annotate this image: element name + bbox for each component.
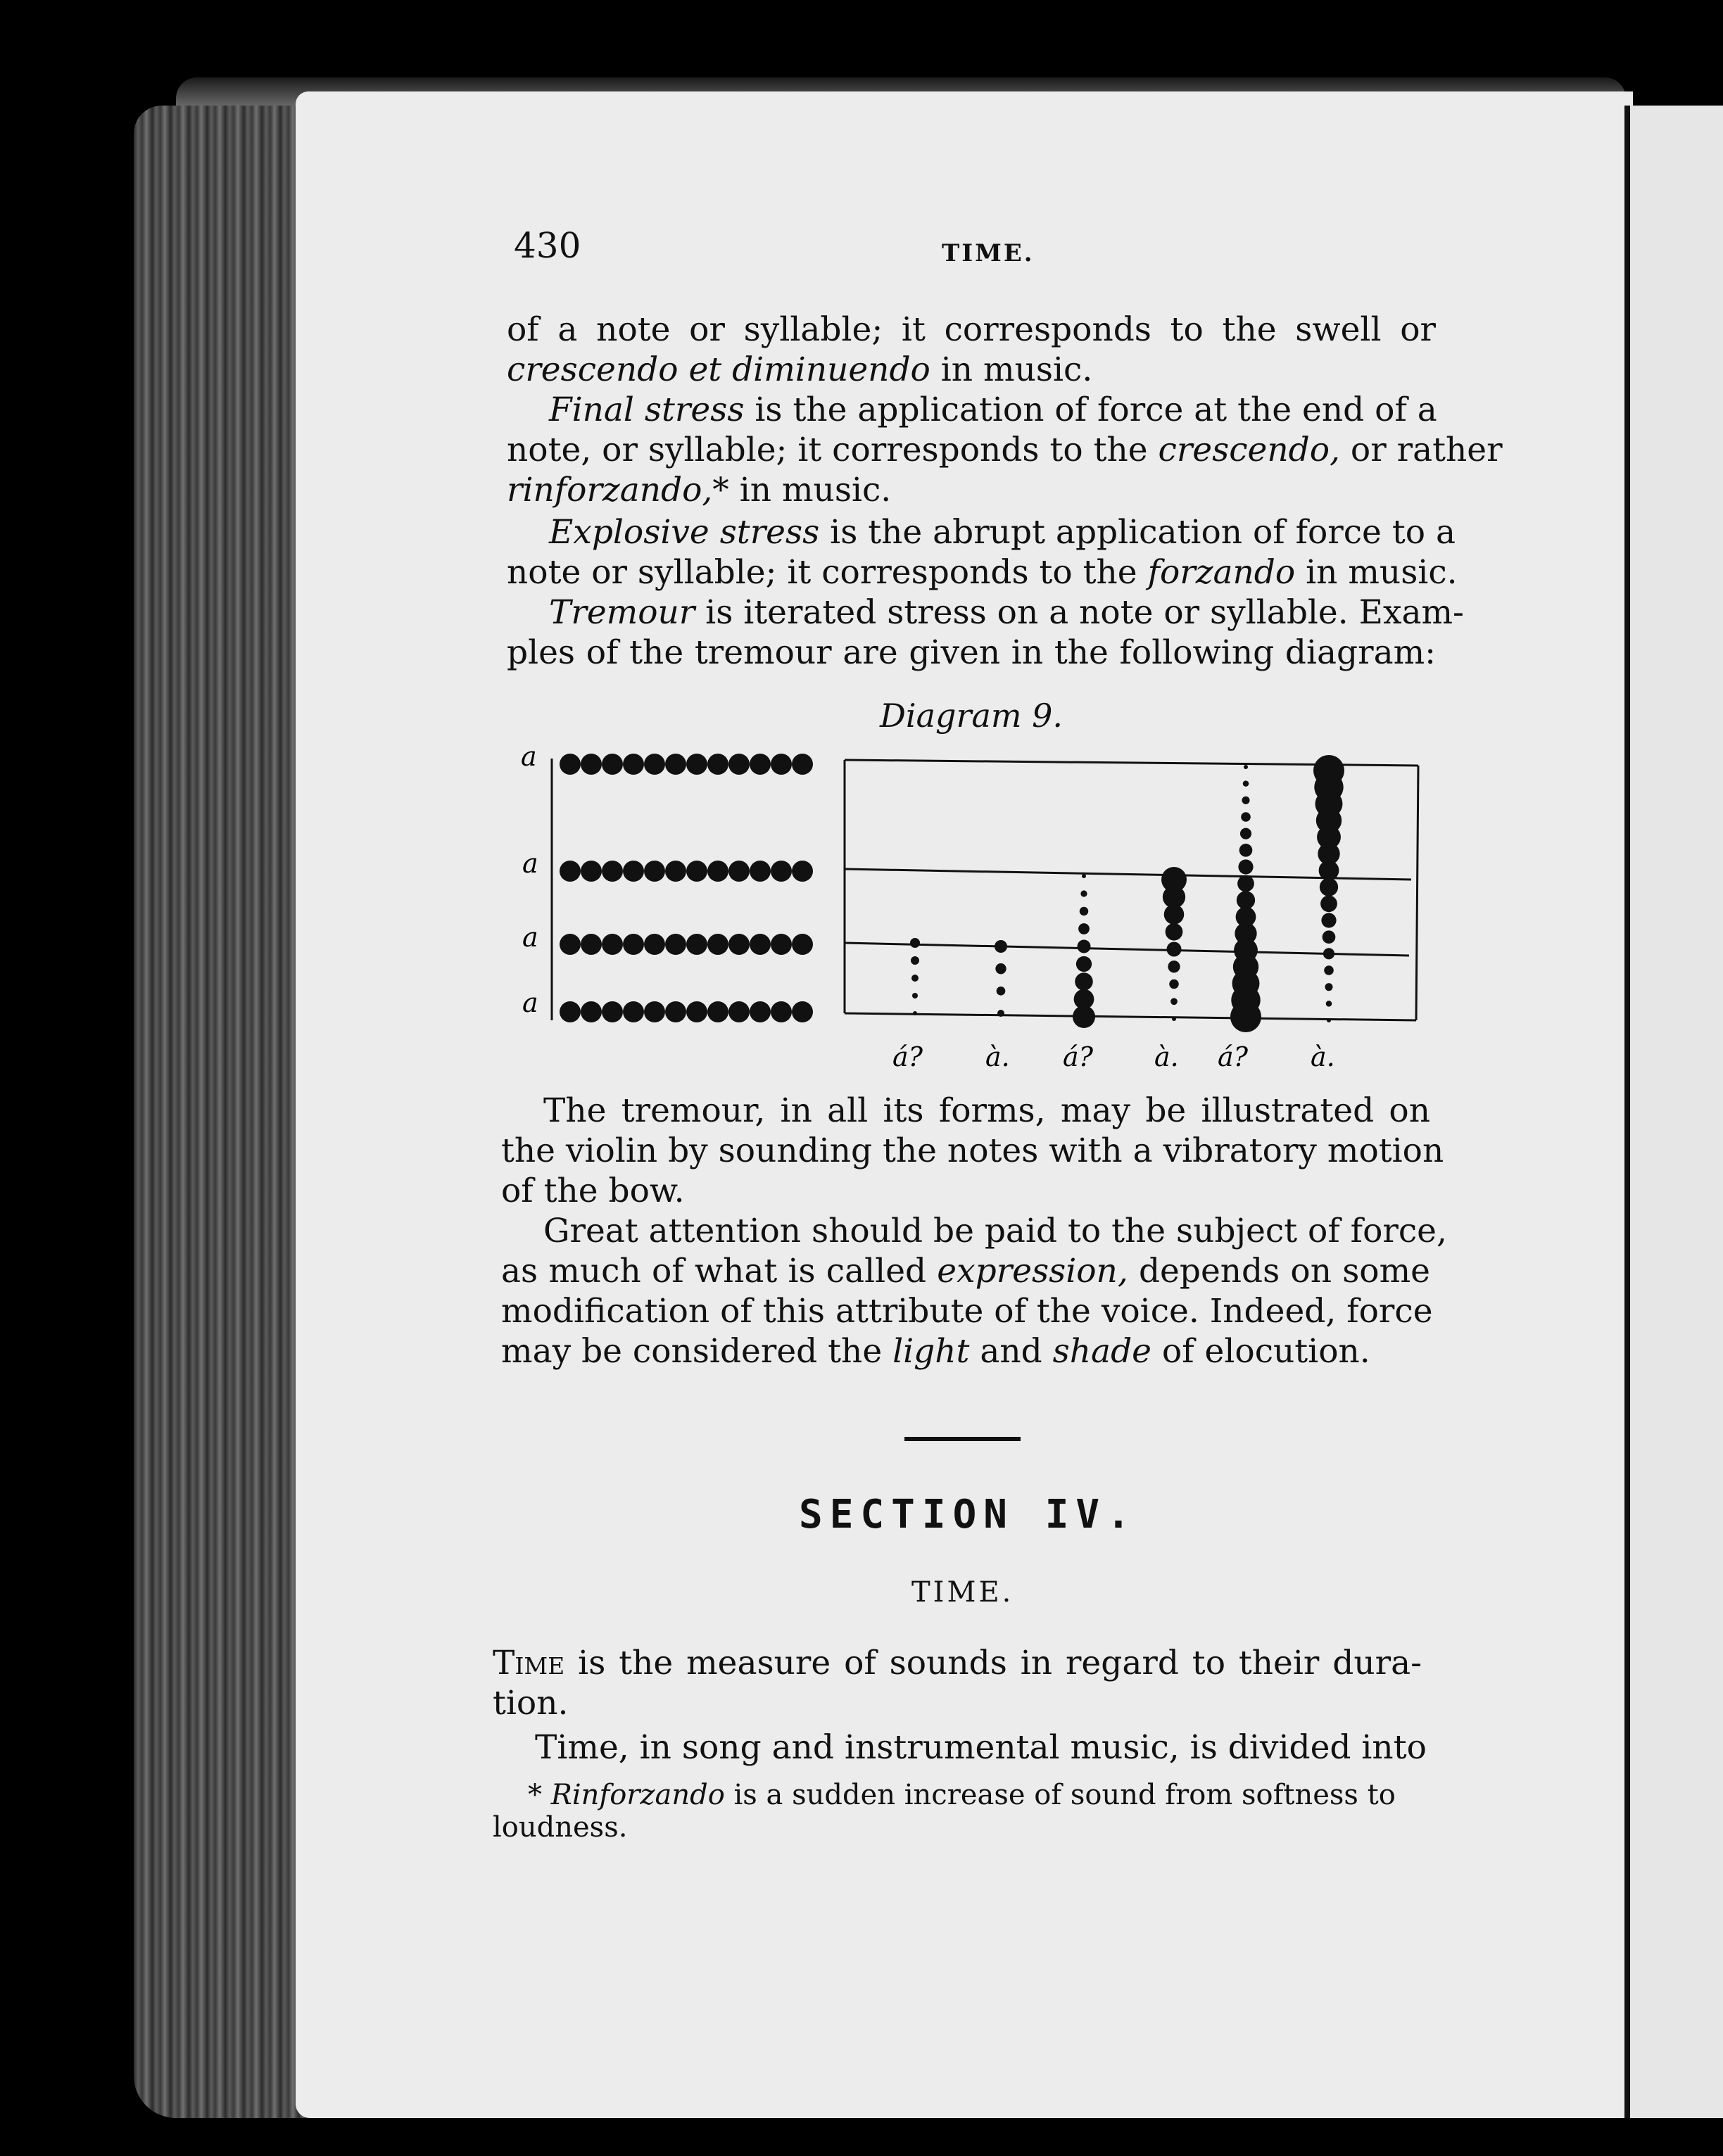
text-line: the violin by sounding the notes with a vibratory motion (501, 1131, 1444, 1170)
bead (665, 934, 686, 955)
bead (560, 1001, 581, 1022)
facing-page-edge (1626, 106, 1723, 2118)
text-line: modification of this attribute of the voice. Indeed, force (501, 1292, 1433, 1331)
text-run: note or syllable; it corresponds to the (507, 553, 1148, 592)
tremour-bead (1320, 895, 1337, 912)
text-line: of a note or syllable; it corresponds to the swell or (507, 310, 1436, 349)
tremour-bead (1166, 923, 1183, 941)
bead (623, 1001, 644, 1022)
italic-term: Explosive stress (549, 513, 820, 552)
column-label: á? (1063, 1041, 1094, 1070)
small-caps-term: Time (493, 1644, 565, 1682)
text-line (507, 552, 1458, 592)
tremour-bead (1325, 983, 1332, 991)
bead (707, 861, 728, 882)
text-line: ples of the tremour are given in the following diagram: (507, 633, 1436, 672)
bead (728, 861, 750, 882)
tremour-bead (1238, 859, 1253, 874)
bead (750, 754, 771, 775)
text-line (501, 1331, 1370, 1371)
book-page-edges (134, 106, 310, 2118)
tremour-bead (997, 1010, 1004, 1017)
text-line (507, 470, 891, 510)
tremour-bead (1239, 844, 1253, 857)
tremour-bead (1167, 942, 1182, 957)
bead (560, 861, 581, 882)
bead (581, 934, 602, 955)
bead (728, 934, 750, 955)
tremour-bead (995, 963, 1006, 974)
text-line (501, 1251, 1430, 1291)
bead (792, 861, 813, 882)
bead (771, 1001, 792, 1022)
bead (707, 754, 728, 775)
right-border (1416, 766, 1418, 1020)
page-number: 430 (514, 225, 581, 266)
column-label: à. (985, 1041, 1010, 1070)
bead (581, 861, 602, 882)
text-line (549, 592, 1464, 633)
diagram-title: Diagram 9. (880, 697, 1064, 735)
bead (750, 861, 771, 882)
text-line: Great attention should be paid to the subject of force, (543, 1212, 1447, 1250)
bead (771, 861, 792, 882)
italic-term: rinforzando,* (507, 471, 729, 509)
tremour-bead (910, 938, 920, 948)
bead (623, 861, 644, 882)
bead (728, 1001, 750, 1022)
text-run: of elocution. (1151, 1332, 1370, 1371)
bead (602, 934, 623, 955)
row-label: a (521, 741, 537, 772)
tremour-bead (1230, 1001, 1261, 1032)
italic-term: light (892, 1332, 970, 1371)
text-line: Time, in song and instrumental music, is divided into (535, 1728, 1427, 1767)
row-label: a (522, 987, 538, 1018)
bead (686, 934, 707, 955)
tremour-bead (1323, 930, 1336, 944)
tremour-bead (1076, 956, 1092, 972)
text-run: depends on some (1128, 1252, 1430, 1291)
bead (602, 754, 623, 775)
tremour-bead (1164, 904, 1185, 925)
text-line: of the bow. (501, 1172, 685, 1210)
tremour-bead (1078, 940, 1091, 953)
section-subheading: TIME. (911, 1576, 1014, 1609)
tremour-bead (1320, 878, 1338, 896)
bead (792, 754, 813, 775)
bead (665, 861, 686, 882)
tremour-bead (1327, 1018, 1331, 1022)
column-label: á? (892, 1041, 923, 1070)
text-run: or rather (1339, 431, 1503, 469)
bead (665, 754, 686, 775)
tremour-bead (1241, 812, 1251, 822)
tremour-bead (1237, 875, 1254, 892)
tremour-bead (1321, 913, 1336, 927)
bead (665, 1001, 686, 1022)
text-run: note, or syllable; it corresponds to the (507, 431, 1159, 469)
bead (560, 754, 581, 775)
tremour-bead (1080, 907, 1089, 916)
bead (602, 861, 623, 882)
italic-term: Rinforzando (550, 1779, 725, 1811)
bead (623, 754, 644, 775)
tremour-bead (1323, 948, 1334, 959)
row-label: a (522, 848, 538, 879)
bead (581, 754, 602, 775)
tremour-bead (1240, 828, 1251, 839)
tremour-bead (1075, 972, 1093, 991)
text-line (507, 350, 1092, 390)
bead (750, 1001, 771, 1022)
text-run: may be considered the (501, 1332, 893, 1371)
text-run: is a sudden increase of sound from softness to (724, 1779, 1396, 1811)
text-run: in music. (1295, 553, 1458, 592)
bead (602, 1001, 623, 1022)
section-heading: SECTION IV. (799, 1492, 1137, 1537)
text-line (549, 390, 1436, 430)
italic-term: expression, (937, 1252, 1128, 1291)
text-run: is the measure of sounds in regard to their dura- (564, 1644, 1422, 1682)
text-line (507, 430, 1503, 470)
text-line: tion. (493, 1684, 569, 1723)
tremour-bead (1326, 1001, 1332, 1007)
tremour-bead (1168, 960, 1180, 972)
tremour-bead (1172, 1017, 1176, 1021)
tremour-bead (1078, 923, 1090, 934)
footnote (493, 1779, 1396, 1844)
tremour-bead (1082, 874, 1086, 878)
italic-term: crescendo, (1158, 431, 1340, 469)
tremour-bead (1244, 765, 1248, 769)
italic-term: Final stress (549, 391, 745, 429)
bead (686, 861, 707, 882)
text-run: in music. (728, 471, 892, 509)
tremour-bead (1324, 965, 1334, 975)
bead (707, 934, 728, 955)
section-divider (904, 1437, 1021, 1441)
text-run: is the abrupt application of force to a (819, 513, 1456, 552)
bead (644, 754, 665, 775)
row-label: a (522, 922, 538, 953)
tremour-bead (1243, 780, 1249, 787)
text-run: and (969, 1332, 1053, 1371)
bead (644, 1001, 665, 1022)
tremour-bead (911, 956, 919, 965)
tremour-bead (995, 940, 1007, 953)
tremour-bead (1080, 890, 1087, 896)
italic-term: shade (1052, 1332, 1151, 1371)
bead (792, 934, 813, 955)
page-gutter (1624, 106, 1630, 2118)
text-line (493, 1643, 1422, 1683)
italic-term: crescendo et diminuendo (507, 350, 930, 389)
text-run: in music. (930, 350, 1093, 389)
tremour-bead (997, 987, 1006, 996)
bead (792, 1001, 813, 1022)
tremour-bead (1169, 979, 1179, 989)
footnote-line (493, 1779, 1396, 1811)
bead (728, 754, 750, 775)
bead (771, 934, 792, 955)
text-run: as much of what is called (501, 1252, 938, 1291)
bead (581, 1001, 602, 1022)
tremour-bead (913, 1011, 917, 1015)
bead (750, 934, 771, 955)
bead (686, 1001, 707, 1022)
text-run: is the application of force at the end of a (744, 391, 1437, 429)
bead (644, 934, 665, 955)
text-run: is iterated stress on a note or syllable. Exam- (695, 593, 1464, 632)
tremour-diagram (521, 732, 1429, 1070)
running-title: TIME. (942, 239, 1035, 267)
italic-term: Tremour (549, 593, 695, 632)
text-line: The tremour, in all its forms, may be illustrated on (543, 1091, 1430, 1130)
footnote-mark: * (528, 1779, 542, 1811)
bead (686, 754, 707, 775)
tremour-bead (1237, 891, 1255, 909)
text-line (549, 512, 1456, 552)
bead (771, 754, 792, 775)
tremour-bead (1242, 797, 1249, 804)
tremour-bead (912, 993, 918, 998)
tremour-bead (1170, 998, 1178, 1005)
bead (644, 861, 665, 882)
italic-term: forzando (1147, 553, 1296, 592)
tremour-bead (1319, 861, 1339, 881)
tremour-bead (1073, 1006, 1095, 1028)
column-label: á? (1218, 1041, 1249, 1070)
column-label: à. (1154, 1041, 1179, 1070)
footnote-line: loudness. (493, 1811, 628, 1844)
bead (623, 934, 644, 955)
column-label: à. (1311, 1041, 1335, 1070)
bead (707, 1001, 728, 1022)
bead (560, 934, 581, 955)
tremour-bead (911, 975, 919, 982)
